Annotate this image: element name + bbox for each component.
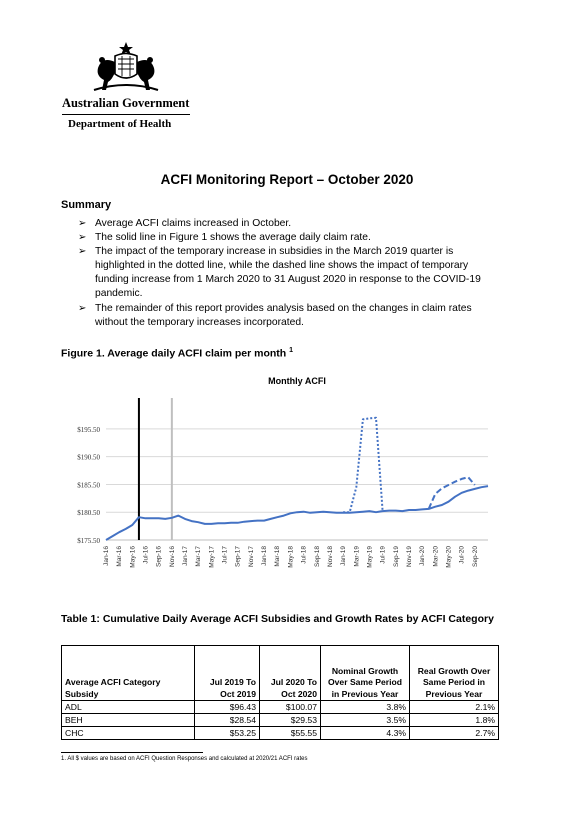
table-cell: 2.1%	[410, 701, 499, 714]
x-tick-label: Jul-20	[458, 546, 466, 564]
government-name: Australian Government	[62, 96, 190, 110]
x-tick-label: Mar-18	[274, 546, 282, 567]
x-tick-label: Mar-20	[432, 546, 440, 567]
x-tick-label: May-17	[208, 546, 216, 568]
figure-caption-text: Figure 1. Average daily ACFI claim per month	[61, 347, 287, 360]
x-tick-label: Sep-18	[313, 546, 321, 567]
table-cell: $55.55	[260, 727, 321, 740]
x-tick-label: Jul-16	[142, 546, 150, 564]
table-cell: $96.43	[195, 701, 260, 714]
table-caption: Table 1: Cumulative Daily Average ACFI Subsidies and Growth Rates by ACFI Category	[61, 613, 494, 625]
table-cell: 2.7%	[410, 727, 499, 740]
x-tick-label: May-18	[287, 546, 295, 568]
table-row	[62, 727, 499, 740]
series-line-dotted	[343, 418, 383, 512]
table-cell: $100.07	[260, 701, 321, 714]
table-cell: CHC	[62, 727, 195, 740]
x-tick-label: Jul-17	[221, 546, 229, 564]
table-cell: 1.8%	[410, 714, 499, 727]
acfi-subsidy-table	[61, 645, 499, 740]
government-logo	[62, 40, 192, 135]
x-tick-label: May-20	[445, 546, 453, 568]
table-cell: 3.8%	[321, 701, 410, 714]
table-cell: 3.5%	[321, 714, 410, 727]
department-name: Department of Health	[68, 118, 172, 130]
x-tick-label: Jan-18	[261, 546, 269, 566]
x-tick-label: Jan-19	[340, 546, 348, 566]
x-tick-label: Mar-19	[353, 546, 361, 567]
x-tick-label: Nov-19	[405, 546, 413, 567]
summary-heading: Summary	[61, 199, 112, 211]
x-tick-label: Nov-18	[326, 546, 334, 567]
summary-list	[78, 217, 503, 330]
x-tick-label: Jan-16	[103, 546, 110, 566]
summary-bullet: ➢ The solid line in Figure 1 shows the average daily claim rate.	[78, 231, 503, 245]
x-tick-label: May-19	[366, 546, 374, 568]
x-tick-label: Jul-18	[300, 546, 308, 564]
y-tick-label: $175.50	[77, 537, 100, 545]
series-line-dashed	[429, 477, 475, 509]
summary-bullet: ➢ Average ACFI claims increased in October.	[78, 217, 503, 231]
x-tick-label: Sep-17	[234, 546, 242, 567]
table-row	[62, 701, 499, 714]
table-header-nominal-growth: Nominal Growth Over Same Period in Previous Year	[321, 646, 410, 701]
table-header-2020: Jul 2020 To Oct 2020	[260, 646, 321, 701]
table-header-category: Average ACFI Category Subsidy	[62, 646, 195, 701]
x-tick-label: May-16	[129, 546, 137, 568]
x-tick-label: Nov-17	[247, 546, 255, 567]
x-tick-label: Jan-20	[419, 546, 427, 566]
summary-bullet: ➢ The remainder of this report provides analysis based on the changes in claim rates without the temporary increases incorporated.	[78, 302, 503, 330]
y-tick-label: $180.50	[77, 509, 100, 518]
table-row	[62, 714, 499, 727]
table-header-2019: Jul 2019 To Oct 2019	[195, 646, 260, 701]
x-tick-label: Sep-19	[392, 546, 400, 567]
y-tick-label: $190.50	[77, 453, 100, 462]
table-cell: BEH	[62, 714, 195, 727]
figure-caption	[61, 347, 293, 360]
series-line-solid	[106, 486, 488, 540]
x-tick-label: Sep-16	[155, 546, 163, 567]
x-tick-label: Jul-19	[379, 546, 387, 564]
table-cell: $29.53	[260, 714, 321, 727]
x-tick-label: Mar-16	[116, 546, 124, 567]
table-cell: ADL	[62, 701, 195, 714]
table-cell: 4.3%	[321, 727, 410, 740]
header-divider	[62, 114, 190, 115]
coat-of-arms-icon	[80, 40, 172, 94]
figure-caption-footnote-ref: 1	[289, 347, 294, 354]
x-tick-label: Jan-17	[182, 546, 190, 566]
table-header-row	[62, 646, 499, 701]
chart-title: Monthly ACFI	[268, 376, 326, 386]
y-tick-label: $195.50	[77, 425, 100, 434]
table-header-real-growth: Real Growth Over Same Period in Previous Year	[410, 646, 499, 701]
page-title: ACFI Monitoring Report – October 2020	[160, 172, 414, 187]
table-cell: $28.54	[195, 714, 260, 727]
y-tick-label: $185.50	[77, 481, 100, 490]
summary-bullet: ➢ The impact of the temporary increase in subsidies in the March 2019 quarter is highlighted in the dotted line, while the dashed line shows the impact of temporary funding increase from 1 March 2020 to 31 August 2020 in response to the COVID-19 pandemic.	[78, 245, 503, 301]
footnote-divider	[61, 752, 203, 753]
x-tick-label: Sep-20	[471, 546, 479, 567]
x-tick-label: Nov-16	[168, 546, 176, 567]
table-cell: $53.25	[195, 727, 260, 740]
acfi-line-chart	[56, 370, 506, 585]
x-tick-label: Mar-17	[195, 546, 203, 567]
footnote: 1. All $ values are based on ACFI Question Responses and calculated at 2020/21 ACFI rates	[61, 756, 308, 762]
